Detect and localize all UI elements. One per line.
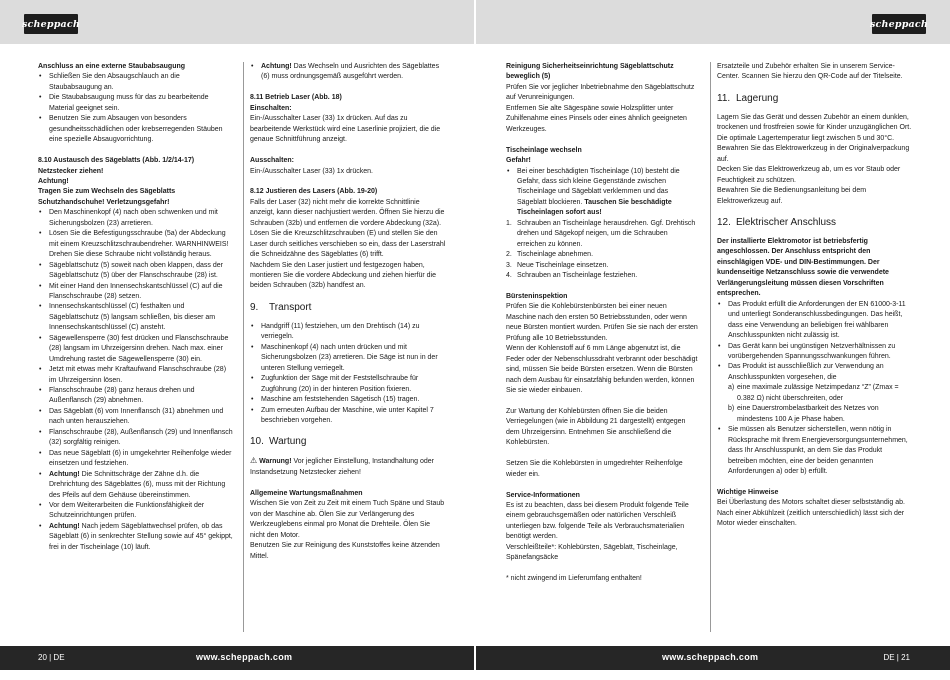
heading-brush-inspection: Bürsteninspektion	[506, 292, 568, 300]
text-brush-inspection-4: Setzen Sie die Kohlebürsten in umgedrehter Reihenfolge wieder ein.	[506, 460, 683, 478]
list-item	[506, 261, 698, 271]
heading-laser-operation: 8.11 Betrieb Laser (Abb. 18)	[250, 94, 342, 102]
footer-bar-left	[0, 646, 474, 670]
sub-item-label: b)	[728, 405, 735, 413]
website-link-left[interactable]: www.scheppach.com	[196, 652, 293, 662]
heading-blade-change: 8.10 Austausch des Sägeblatts (Abb. 1/2/14-17)	[38, 157, 195, 165]
section-title-maintenance	[250, 435, 446, 448]
list-dust-extraction	[38, 72, 234, 145]
list-item: • Flanschschraube (28), Außenflansch (29) und Innenflansch (32) sorgfältig reinigen.	[38, 428, 234, 449]
list-item: • Das Produkt ist ausschließlich zur Verwendung an Anschlusspunkten vorgesehen, die	[717, 362, 913, 383]
sub-item-a	[717, 383, 913, 404]
list-table-insert-danger	[506, 167, 698, 219]
list-blade-change	[38, 208, 234, 553]
attention-label: Achtung!	[49, 522, 80, 530]
list-item: • Vor dem Weiterarbeiten die Funktionsfähigkeit der Schutzeinrichtungen prüfen.	[38, 501, 234, 522]
list-item: • Zugfunktion der Säge mit der Feststellschraube für Zugführung (20) in der hinteren Position fixieren.	[250, 374, 446, 395]
list-electrical	[717, 300, 913, 384]
text-spare-parts: Ersatzteile und Zubehör erhalten Sie in unserem Service-Center. Scannen Sie hierzu den QR-Code auf der Titelseite.	[717, 63, 903, 81]
text-storage-2: Bewahren Sie das Elektrowerkzeug in der Originalverpackung auf.	[717, 145, 910, 163]
website-link-right[interactable]: www.scheppach.com	[662, 652, 759, 662]
section-number: 10.	[250, 436, 264, 448]
list-item: • Schließen Sie den Absaugschlauch an die Staubabsaugung an.	[38, 72, 234, 93]
text-storage: Lagern Sie das Gerät und dessen Zubehör an einem dunklen, trockenen und frostfreien sowie für Kinder unzugänglichen Ort. Die optimale Lagertemperatur liegt zwischen 5 und 30°C.	[717, 113, 912, 142]
column-4	[717, 62, 913, 530]
list-item: • Das Sägeblatt (6) vom Innenflansch (31) abnehmen und nach unten herausziehen.	[38, 407, 234, 428]
list-item-text: Die Schnittschräge der Zähne d.h. die Drehrichtung des Sägeblattes (6), muss mit der Richtung des Pfeils auf dem Gehäuse übereinstimmen.	[49, 470, 226, 499]
list-item: • Sie müssen als Benutzer sicherstellen, wenn nötig in Rücksprache mit Ihrem Energieversorgungsunternehmen, dass Ihr Anschlusspunkt, an dem Sie das Produkt betreiben möchten, eine der beiden genannten Anforderungen a) oder b) erfüllt.	[717, 425, 913, 477]
heading-laser-adjust: 8.12 Justieren des Lasers (Abb. 19-20)	[250, 188, 378, 196]
list-item	[506, 167, 698, 219]
section-number: 11.	[717, 92, 731, 104]
column-3	[506, 62, 698, 585]
list-item: • Zum erneuten Aufbau der Maschine, wie unter Kapitel 7 beschrieben vorgehen.	[250, 406, 446, 427]
list-item: • Maschine am feststehenden Sägetisch (15) tragen.	[250, 395, 446, 405]
text-storage-3: Decken Sie das Elektrowerkzeug ab, um es vor Staub oder Feuchtigkeit zu schützen.	[717, 166, 901, 184]
text-switch-off: Ein-/Ausschalter Laser (33) 1x drücken.	[250, 167, 373, 175]
list-transport	[250, 322, 446, 427]
list-blade-attention	[250, 62, 446, 83]
list-item-text: Das Wechseln und Ausrichten des Sägeblattes (6) muss ordnungsgemäß ausgeführt werden.	[261, 63, 440, 81]
heading-guard-cleaning: Reinigung Sicherheitseinrichtung Sägeblattschutz beweglich (5)	[506, 63, 674, 81]
text-brush-inspection-3: Zur Wartung der Kohlebürsten öffnen Sie die beiden Verriegelungen (wie in Abbildung 21 dargestellt) entgegen dem Uhrzeigersinn. Entnehmen Sie anschließend die Kohlebürsten.	[506, 407, 686, 447]
heading-general-maintenance: Allgemeine Wartungsmaßnahmen	[250, 489, 363, 497]
list-item: • Das Produkt erfüllt die Anforderungen der EN 61000-3-11 und unterliegt Sonderanschlussbedingungen. Das heißt, dass eine Verwendung an beliebigen frei wählbaren Anschlusspunkten nicht zulässig ist.	[717, 300, 913, 342]
section-title: Transport	[269, 301, 312, 313]
gloves-warning: Tragen Sie zum Wechseln des Sägeblatts Schutzhandschuhe! Verletzungsgefahr!	[38, 188, 176, 206]
text-wear-parts: Verschleißteile*: Kohlebürsten, Sägeblatt, Tischeinlage, Spänefangsäcke	[506, 543, 678, 562]
list-electrical-2	[717, 425, 913, 477]
list-item	[38, 522, 234, 553]
sub-item-text: eine Dauerstrombelastbarkeit des Netzes von mindestens 100 A je Phase haben.	[737, 405, 879, 423]
sub-item-b	[717, 404, 913, 425]
text-storage-4: Bewahren Sie die Bedienungsanleitung bei dem Elektrowerkzeug auf.	[717, 187, 867, 205]
page-number-right: DE | 21	[883, 653, 910, 662]
step-text: Neue Tischeinlage einsetzen.	[517, 261, 609, 269]
sub-item-text: eine maximale zulässige Netzimpedanz “Z” (Zmax = 0.382 Ω) nicht überschreiten, oder	[737, 384, 899, 402]
page-number-left: 20 | DE	[38, 653, 65, 662]
step-number: 2.	[506, 251, 512, 259]
step-text: Tischeinlage abnehmen.	[517, 251, 594, 259]
list-item: • Lösen Sie die Befestigungsschraube (5a) der Abdeckung mit einem Kreuzschlitzschraubendreher. WARNHINWEIS! Drehen Sie diese Schraube nicht vollständig heraus.	[38, 229, 234, 260]
section-number: 9.	[250, 301, 259, 313]
list-item: • Den Maschinenkopf (4) nach oben schwenken und mit Sicherungsbolzen (23) arretieren.	[38, 208, 234, 229]
warning-text: Vor jeglicher Einstellung, Instandhaltung oder Instandsetzung Netzstecker ziehen!	[250, 458, 434, 476]
list-item: • Das neue Sägeblatt (6) in umgekehrter Reihenfolge wieder einsetzen und festziehen.	[38, 449, 234, 470]
step-number: 3.	[506, 261, 512, 269]
unplug-warning: Netzstecker ziehen!	[38, 167, 104, 175]
text-brush-inspection-2: Wenn der Kohlenstoff auf 6 mm Länge abgenutzt ist, die Feder oder der Nebenschlussdraht verbrannt oder beschädigt sind, müssen Sie beide Bürsten ersetzen. Wenn die Bürsten nach dem Ausbau für einsatzfähig befunden werden, können Sie sie wieder einbauen.	[506, 345, 698, 395]
list-item-bold: Tauschen Sie beschädigte Tischeinlagen sofort aus!	[517, 198, 672, 217]
list-item: • Innensechskantschlüssel (C) festhalten und Sägeblattschutz (5) langsam schließen, bis dieser am Innensechskantschlüssel (C) ansteht.	[38, 302, 234, 333]
step-number: 4.	[506, 272, 512, 280]
attention-label: Achtung!	[49, 470, 80, 478]
list-item: • Benutzen Sie zum Absaugen von besonders gesundheitsschädlichen oder krebserregenden Stäuben eine spezielle Absaugvorrichtung.	[38, 114, 234, 145]
list-item	[506, 250, 698, 260]
list-item	[250, 62, 446, 83]
list-item: • Handgriff (11) festziehen, um den Drehtisch (14) zu verriegeln.	[250, 322, 446, 343]
list-item-text: Bei einer beschädigten Tischeinlage (10) besteht die Gefahr, dass sich kleine Gegenstände zwischen Tischeinlage und Sägeblatt verklemmen und das Sägeblatt blockieren.	[517, 167, 680, 206]
heading-important-notes: Wichtige Hinweise	[717, 488, 779, 496]
maintenance-warning	[250, 456, 446, 478]
heading-table-insert: Tischeinlage wechseln	[506, 146, 582, 154]
section-title-storage	[717, 92, 913, 105]
list-table-insert-steps	[506, 219, 698, 282]
section-title-transport	[250, 301, 446, 314]
list-item	[506, 219, 698, 250]
list-item: • Mit einer Hand den Innensechskantschlüssel (C) auf die Flanschschraube (28) setzen.	[38, 282, 234, 303]
section-title: Elektrischer Anschluss	[736, 216, 837, 228]
text-guard-cleaning: Prüfen Sie vor jeglicher Inbetriebnahme den Sägeblattschutz auf Verunreinigungen.	[506, 83, 695, 102]
list-item: • Das Gerät kann bei ungünstigen Netzverhältnissen zu vorübergehenden Spannungsschwankungen führen.	[717, 342, 913, 363]
list-item	[38, 470, 234, 501]
label-switch-off: Ausschalten:	[250, 157, 294, 165]
scheppach-logo-left: scheppach	[24, 14, 78, 34]
text-general-maintenance: Wischen Sie von Zeit zu Zeit mit einem Tuch Späne und Staub von der Maschine ab. Ölen Sie zur Verlängerung des Werkzeuglebens einmal pro Monat die Drehteile. Ölen Sie nicht den Motor.	[250, 500, 445, 539]
text-switch-on: Ein-/Ausschalter Laser (33) 1x drücken. Auf das zu bearbeitende Werkstück wird eine Laserlinie projiziert, die die genaue Schnittführung anzeigt.	[250, 115, 441, 144]
section-number: 12.	[717, 216, 731, 228]
list-item	[506, 271, 698, 281]
text-laser-adjust-2: Nachdem Sie den Laser justiert und festgezogen haben, montieren Sie die vordere Abdeckung und ziehen hierfür die beiden Schrauben (32b) handfest an.	[250, 261, 437, 290]
section-title: Wartung	[269, 436, 307, 448]
sub-item-label: a)	[728, 384, 735, 392]
footer-bar-right	[476, 646, 950, 670]
footnote: * nicht zwingend im Lieferumfang enthalten!	[506, 575, 642, 583]
text-important-notes: Bei Überlastung des Motors schaltet dieser selbstständig ab. Nach einer Abkühlzeit (zeitlich unterschiedlich) lässt sich der Motor wieder einschalten.	[717, 499, 905, 528]
text-electrical-intro: Der installierte Elektromotor ist betriebsfertig angeschlossen. Der Anschluss entspricht den einschlägigen VDE- und DIN-Bestimmungen. Der kundenseitige Netzanschluss sowie die verwendete Verlängerungsleitung müssen diesen Vorschriften entsprechen.	[717, 237, 889, 298]
step-text: Schrauben an Tischeinlage herausdrehen. Ggf. Drehtisch drehen und Sägekopf neigen, um die Schrauben erreichen zu können.	[517, 219, 696, 248]
attention-label: Achtung!	[261, 63, 292, 70]
section-title: Lagerung	[736, 92, 779, 104]
scheppach-logo-right: scheppach	[872, 14, 926, 34]
list-item: • Flanschschraube (28) ganz heraus drehen und Außenflansch (29) abnehmen.	[38, 386, 234, 407]
heading-service-info: Service-Informationen	[506, 491, 580, 499]
list-item: • Maschinenkopf (4) nach unten drücken und mit Sicherungsbolzen (23) arretieren. Die Säge ist nun in der unteren Stellung verriegelt.	[250, 343, 446, 374]
column-2	[250, 62, 446, 562]
text-brush-inspection: Prüfen Sie die Kohlebürstenbürsten bei einer neuen Maschine nach den ersten 50 Betriebsstunden, oder wenn neue Bürsten montiert wurden. Prüfen Sie sie nach der ersten Prüfung alle 10 Betriebsstunden.	[506, 303, 698, 342]
section-title-electrical	[717, 216, 913, 229]
danger-label: Gefahr!	[506, 157, 531, 165]
list-item: • Die Staubabsaugung muss für das zu bearbeitende Material geeignet sein.	[38, 93, 234, 114]
column-divider-left	[243, 62, 244, 632]
list-item-text: Nach jedem Sägeblattwechsel prüfen, ob das Sägeblatt (6) in senkrechter Stellung sowie auf 45° gekippt, frei in der Tischeinlage (10) läuft.	[49, 522, 233, 551]
text-laser-adjust: Falls der Laser (32) nicht mehr die korrekte Schnittlinie anzeigt, kann dieser nachjustiert werden. Öffnen Sie hierzu die Schrauben (32b) und entfernen die vordere Abdeckung (32a). Lösen Sie die Kreuzschlitzschrauben (E) und stellen Sie den Laser durch seitliches verschieben so ein, dass der Laserstrahl die Schneidzähne des Sägeblattes (6) trifft.	[250, 198, 446, 259]
list-item: • Sägeblattschutz (5) soweit nach oben klappen, dass der Sägeblattschutz (5) über der Flanschschraube (28) ist.	[38, 261, 234, 282]
label-switch-on: Einschalten:	[250, 104, 292, 112]
attention-label: Achtung!	[38, 177, 69, 185]
heading-external-dust: Anschluss an eine externe Staubabsaugung	[38, 63, 186, 70]
text-service-info: Es ist zu beachten, dass bei diesem Produkt folgende Teile einem gebrauchsgemäßen oder natürlichen Verschleiß unterliegen bzw. folgende Teile als Verbrauchsmaterialien benötigt werden.	[506, 501, 689, 541]
list-item: • Jetzt mit etwas mehr Kraftaufwand Flanschschraube (28) im Uhrzeigersinn lösen.	[38, 365, 234, 386]
column-1	[38, 62, 234, 553]
list-item: • Sägewellensperre (30) fest drücken und Flanschschraube (28) langsam im Uhrzeigersinn drehen. Nach max. einer Umdrehung rastet die Sägewellensperre (30) ein.	[38, 334, 234, 365]
step-number: 1.	[506, 219, 512, 227]
warning-label: Warnung!	[259, 458, 292, 466]
text-guard-cleaning-2: Entfernen Sie alte Sägespäne sowie Holzsplitter unter Zuhilfenahme eines Pinsels oder eines ähnlich geeigneten Werkzeuges.	[506, 104, 687, 133]
column-divider-right	[710, 62, 711, 632]
text-general-maintenance-2: Benutzen Sie zur Reinigung des Kunststoffes keine ätzenden Mittel.	[250, 542, 440, 560]
warning-triangle-icon: ⚠	[250, 456, 258, 466]
step-text: Schrauben an Tischeinlage festziehen.	[517, 272, 638, 280]
